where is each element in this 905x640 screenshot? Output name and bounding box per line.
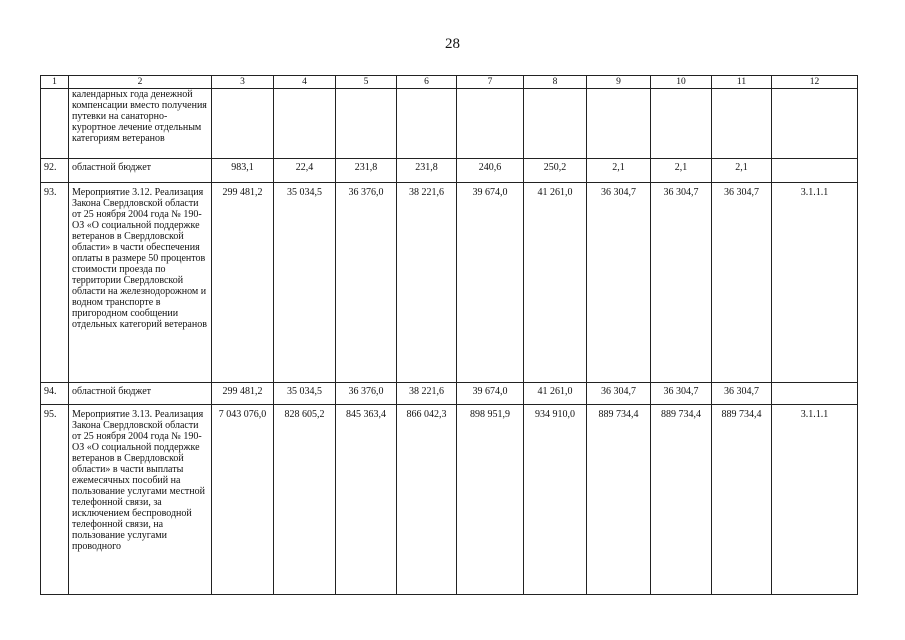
value-cell: 2,1 xyxy=(651,159,712,183)
value-cell: 41 261,0 xyxy=(524,183,587,383)
value-cell: 2,1 xyxy=(712,159,772,183)
row-name: областной бюджет xyxy=(69,159,212,183)
value-cell: 845 363,4 xyxy=(336,405,397,595)
value-cell xyxy=(274,89,336,159)
value-cell: 35 034,5 xyxy=(274,383,336,405)
column-header: 2 xyxy=(69,76,212,89)
value-cell xyxy=(457,89,524,159)
column-header: 7 xyxy=(457,76,524,89)
row-number: 95. xyxy=(41,405,69,595)
value-cell xyxy=(712,89,772,159)
code-cell: 3.1.1.1 xyxy=(772,405,858,595)
value-cell xyxy=(587,89,651,159)
code-cell xyxy=(772,89,858,159)
column-header: 11 xyxy=(712,76,772,89)
value-cell: 36 304,7 xyxy=(651,383,712,405)
row-number xyxy=(41,89,69,159)
value-cell: 36 376,0 xyxy=(336,183,397,383)
value-cell: 36 304,7 xyxy=(712,183,772,383)
column-header: 12 xyxy=(772,76,858,89)
table-row xyxy=(41,183,858,383)
budget-table xyxy=(40,75,858,595)
value-cell: 240,6 xyxy=(457,159,524,183)
column-header: 10 xyxy=(651,76,712,89)
value-cell xyxy=(524,89,587,159)
value-cell: 38 221,6 xyxy=(397,183,457,383)
code-cell: 3.1.1.1 xyxy=(772,183,858,383)
value-cell xyxy=(651,89,712,159)
value-cell: 36 376,0 xyxy=(336,383,397,405)
value-cell: 983,1 xyxy=(212,159,274,183)
value-cell: 36 304,7 xyxy=(587,383,651,405)
value-cell: 39 674,0 xyxy=(457,383,524,405)
table-row xyxy=(41,405,858,595)
value-cell: 22,4 xyxy=(274,159,336,183)
value-cell: 889 734,4 xyxy=(587,405,651,595)
value-cell: 828 605,2 xyxy=(274,405,336,595)
value-cell: 2,1 xyxy=(587,159,651,183)
value-cell: 231,8 xyxy=(397,159,457,183)
value-cell: 934 910,0 xyxy=(524,405,587,595)
value-cell: 299 481,2 xyxy=(212,383,274,405)
value-cell: 250,2 xyxy=(524,159,587,183)
value-cell: 36 304,7 xyxy=(712,383,772,405)
column-header: 8 xyxy=(524,76,587,89)
page-number: 28 xyxy=(445,36,460,52)
value-cell: 36 304,7 xyxy=(651,183,712,383)
value-cell xyxy=(397,89,457,159)
value-cell: 38 221,6 xyxy=(397,383,457,405)
row-name: календарных года денежной компенсации вместо получения путевки на санаторно-курортное лечение отдельным категориям ветеранов xyxy=(69,89,212,159)
column-header: 3 xyxy=(212,76,274,89)
column-header: 1 xyxy=(41,76,69,89)
table-row xyxy=(41,89,858,159)
column-header: 4 xyxy=(274,76,336,89)
value-cell: 898 951,9 xyxy=(457,405,524,595)
value-cell: 231,8 xyxy=(336,159,397,183)
value-cell: 39 674,0 xyxy=(457,183,524,383)
row-name: Мероприятие 3.13. Реализация Закона Свердловской области от 25 ноября 2004 года № 190-ОЗ «О социальной поддержке ветеранов в Свердловской области» в части выплаты ежемесячных пособий на пользование услугами местной телефонной связи, за исключением беспроводной телефонной связи, на пользование услугами проводного xyxy=(69,405,212,595)
row-number: 92. xyxy=(41,159,69,183)
code-cell xyxy=(772,159,858,183)
row-number: 93. xyxy=(41,183,69,383)
value-cell: 889 734,4 xyxy=(651,405,712,595)
row-name: Мероприятие 3.12. Реализация Закона Свердловской области от 25 ноября 2004 года № 190-ОЗ «О социальной поддержке ветеранов в Свердловской области» в части обеспечения оплаты в размере 50 процентов стоимости проезда по территории Свердловской области на железнодорожном и водном транспорте в пригородном сообщении отдельных категорий ветеранов xyxy=(69,183,212,383)
column-header: 5 xyxy=(336,76,397,89)
table-row xyxy=(41,159,858,183)
value-cell: 35 034,5 xyxy=(274,183,336,383)
value-cell: 889 734,4 xyxy=(712,405,772,595)
value-cell xyxy=(212,89,274,159)
value-cell: 7 043 076,0 xyxy=(212,405,274,595)
table-row xyxy=(41,383,858,405)
column-header: 9 xyxy=(587,76,651,89)
row-name: областной бюджет xyxy=(69,383,212,405)
column-header: 6 xyxy=(397,76,457,89)
value-cell: 41 261,0 xyxy=(524,383,587,405)
column-number-header xyxy=(41,76,858,89)
value-cell: 299 481,2 xyxy=(212,183,274,383)
code-cell xyxy=(772,383,858,405)
row-number: 94. xyxy=(41,383,69,405)
value-cell xyxy=(336,89,397,159)
value-cell: 866 042,3 xyxy=(397,405,457,595)
value-cell: 36 304,7 xyxy=(587,183,651,383)
